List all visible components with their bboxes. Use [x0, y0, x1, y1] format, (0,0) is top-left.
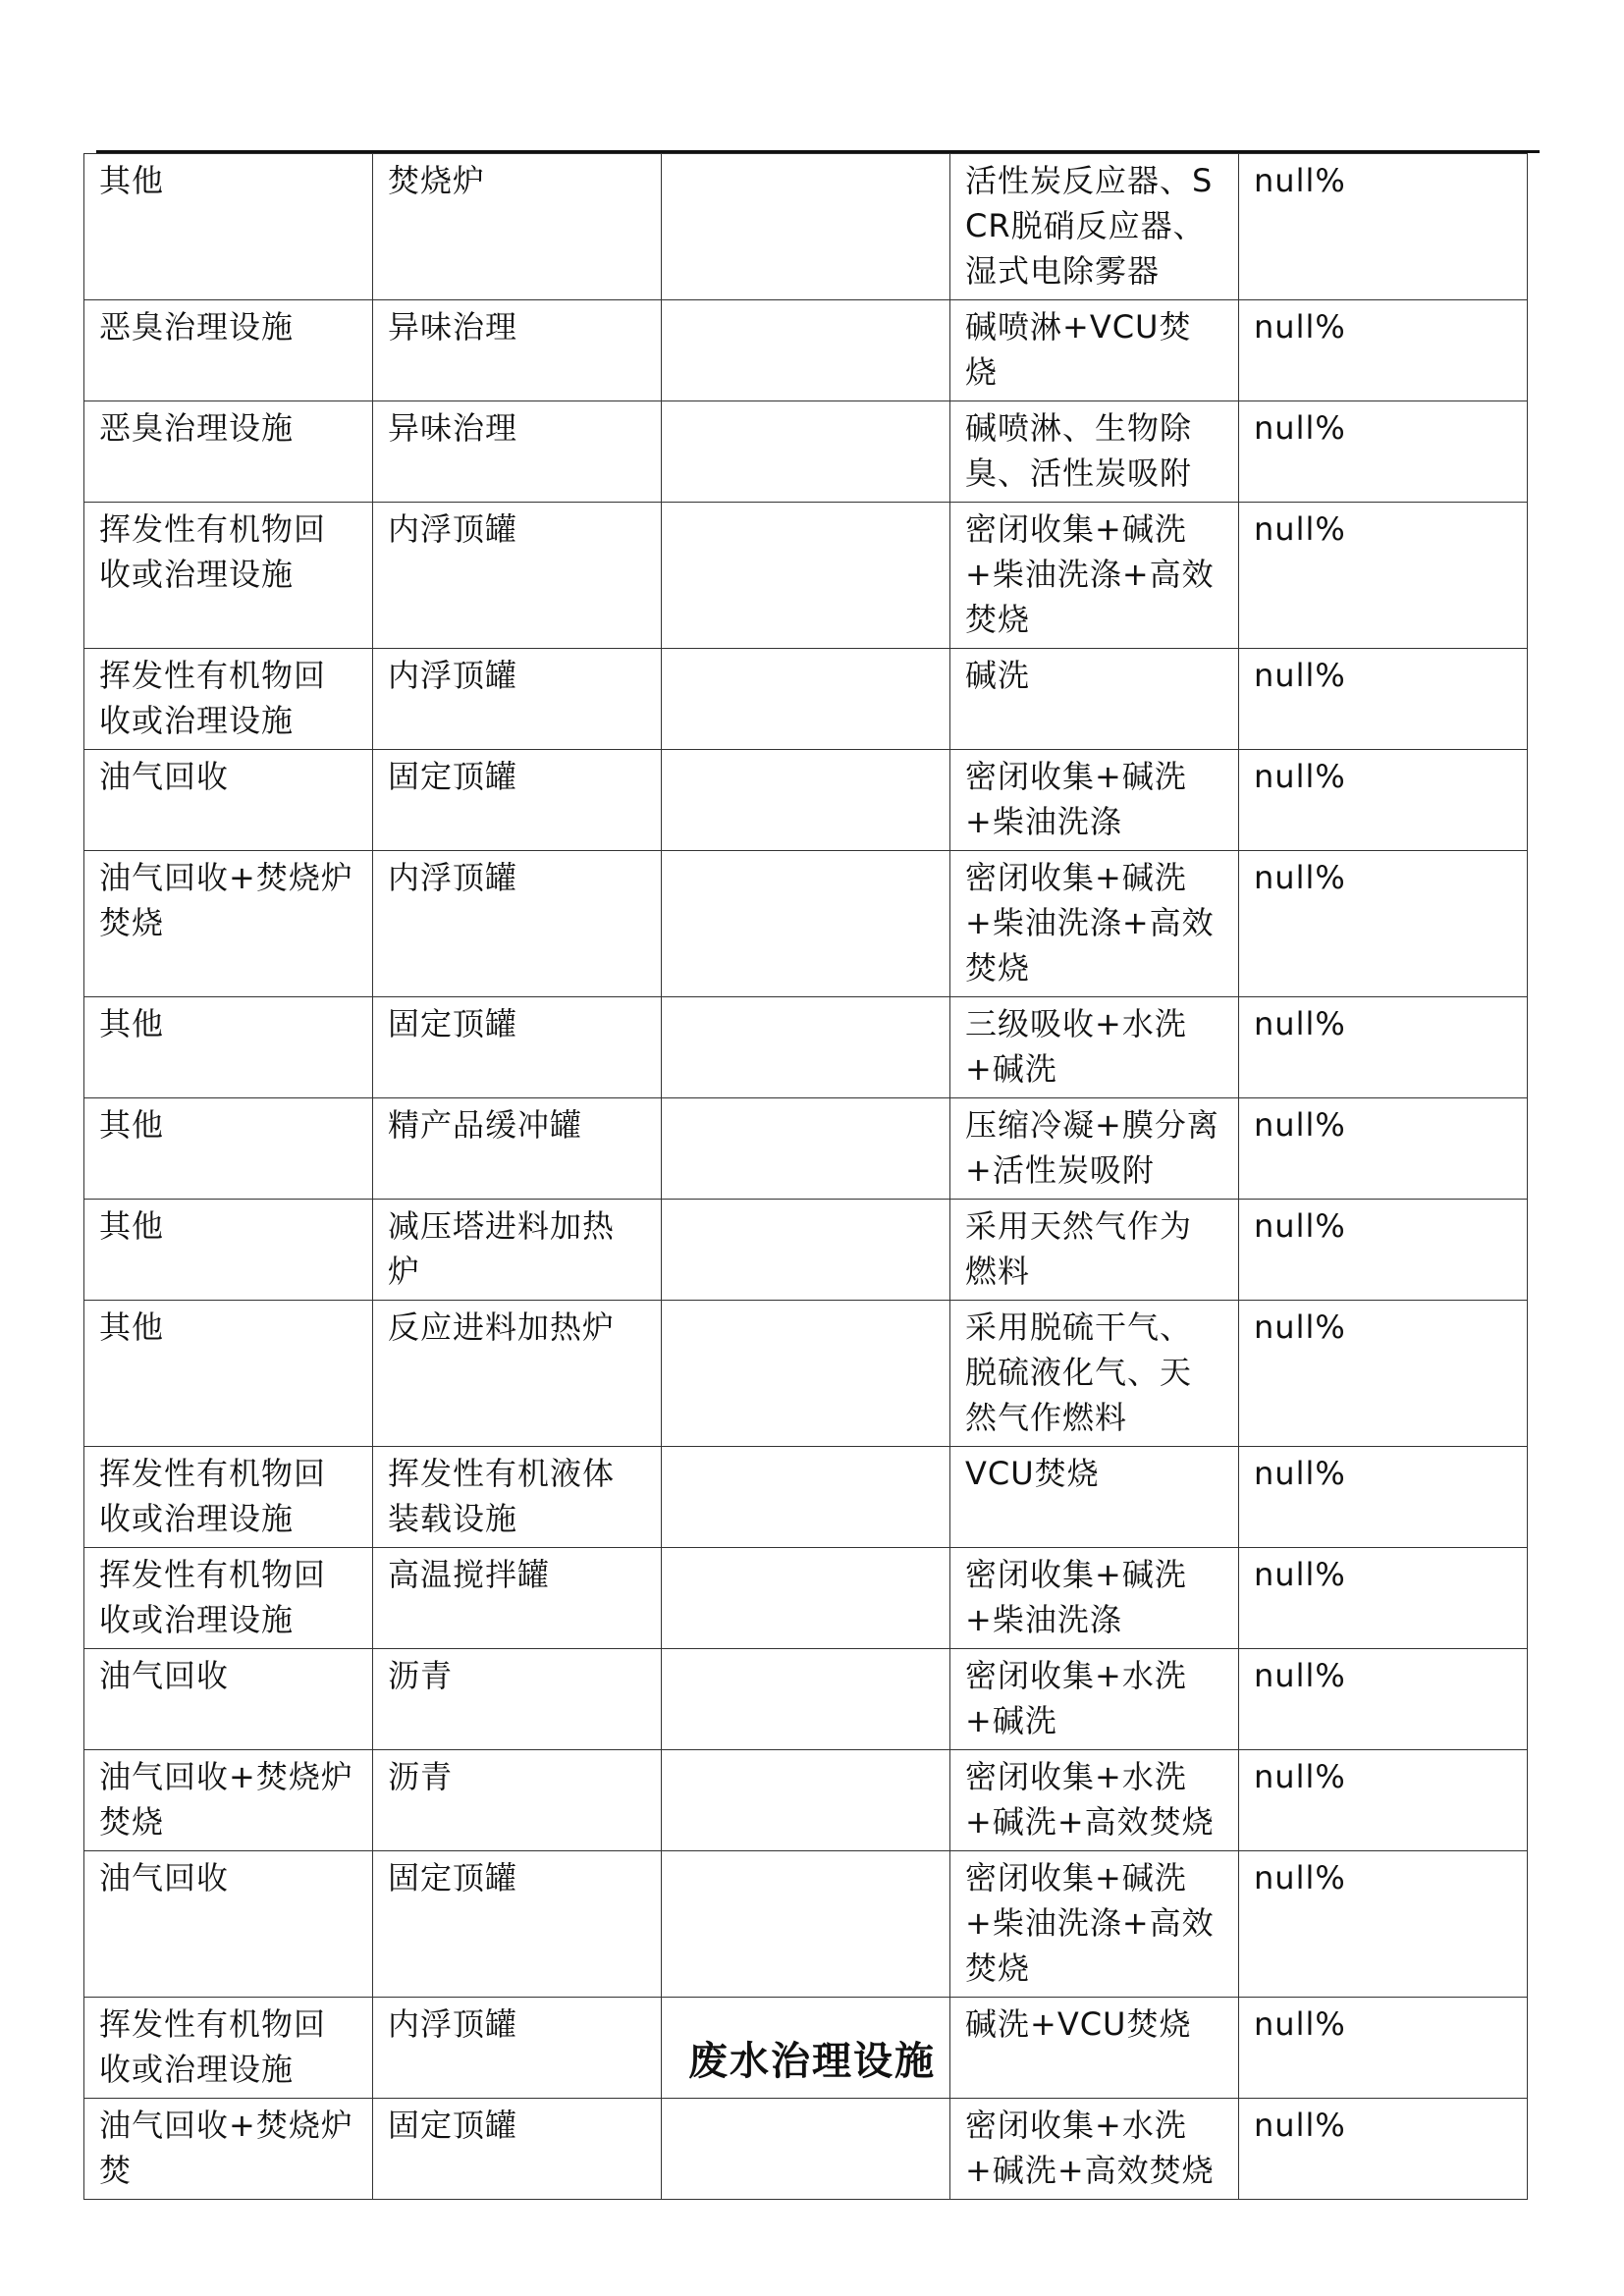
type-cell: 挥发性有机物回收或治理设施 [84, 503, 373, 649]
object-cell: 减压塔进料加热炉 [373, 1200, 662, 1301]
table-row [84, 300, 1528, 401]
efficiency-cell: null% [1239, 1548, 1528, 1649]
extra-cell [662, 1301, 950, 1447]
type-cell: 其他 [84, 154, 373, 300]
process-cell: 碱喷淋、生物除臭、活性炭吸附 [950, 401, 1239, 503]
efficiency-cell: null% [1239, 1649, 1528, 1750]
type-cell: 挥发性有机物回收或治理设施 [84, 1548, 373, 1649]
extra-cell [662, 851, 950, 997]
extra-cell [662, 2099, 950, 2200]
object-cell: 内浮顶罐 [373, 503, 662, 649]
process-cell: VCU焚烧 [950, 1447, 1239, 1548]
process-cell: 密闭收集+碱洗+柴油洗涤+高效焚烧 [950, 503, 1239, 649]
object-cell: 固定顶罐 [373, 997, 662, 1098]
type-cell: 油气回收+焚烧炉焚烧 [84, 1750, 373, 1851]
extra-cell [662, 401, 950, 503]
object-cell: 固定顶罐 [373, 750, 662, 851]
type-cell: 油气回收 [84, 750, 373, 851]
table-row [84, 1649, 1528, 1750]
object-cell: 挥发性有机液体装载设施 [373, 1447, 662, 1548]
process-cell: 压缩冷凝+膜分离+活性炭吸附 [950, 1098, 1239, 1200]
type-cell: 挥发性有机物回收或治理设施 [84, 1998, 373, 2099]
efficiency-cell: null% [1239, 851, 1528, 997]
type-cell: 油气回收+焚烧炉焚烧 [84, 851, 373, 997]
efficiency-cell: null% [1239, 649, 1528, 750]
process-cell: 采用天然气作为燃料 [950, 1200, 1239, 1301]
efficiency-cell: null% [1239, 2099, 1528, 2200]
object-cell: 异味治理 [373, 401, 662, 503]
table-row [84, 154, 1528, 300]
efficiency-cell: null% [1239, 503, 1528, 649]
process-cell: 密闭收集+水洗+碱洗 [950, 1649, 1239, 1750]
table-row [84, 1750, 1528, 1851]
table-row [84, 1548, 1528, 1649]
type-cell: 其他 [84, 1200, 373, 1301]
extra-cell [662, 1750, 950, 1851]
type-cell: 油气回收 [84, 1851, 373, 1998]
efficiency-cell: null% [1239, 154, 1528, 300]
process-cell: 碱喷淋+VCU焚烧 [950, 300, 1239, 401]
type-cell: 油气回收 [84, 1649, 373, 1750]
process-cell: 密闭收集+水洗+碱洗+高效焚烧 [950, 2099, 1239, 2200]
object-cell: 精产品缓冲罐 [373, 1098, 662, 1200]
extra-cell [662, 1548, 950, 1649]
efficiency-cell: null% [1239, 750, 1528, 851]
type-cell: 恶臭治理设施 [84, 300, 373, 401]
table-row [84, 503, 1528, 649]
efficiency-cell: null% [1239, 1998, 1528, 2099]
section-title: 废水治理设施 [688, 2038, 936, 2084]
extra-cell [662, 503, 950, 649]
type-cell: 其他 [84, 997, 373, 1098]
object-cell: 焚烧炉 [373, 154, 662, 300]
extra-cell [662, 1200, 950, 1301]
object-cell: 固定顶罐 [373, 1851, 662, 1998]
efficiency-cell: null% [1239, 1098, 1528, 1200]
type-cell: 其他 [84, 1301, 373, 1447]
table-row [84, 649, 1528, 750]
extra-cell [662, 1851, 950, 1998]
table-row [84, 1098, 1528, 1200]
process-cell: 密闭收集+碱洗+柴油洗涤+高效焚烧 [950, 851, 1239, 997]
object-cell: 沥青 [373, 1750, 662, 1851]
type-cell: 挥发性有机物回收或治理设施 [84, 649, 373, 750]
table-row [84, 1851, 1528, 1998]
type-cell: 恶臭治理设施 [84, 401, 373, 503]
type-cell: 其他 [84, 1098, 373, 1200]
efficiency-cell: null% [1239, 997, 1528, 1098]
process-cell: 碱洗+VCU焚烧 [950, 1998, 1239, 2099]
process-cell: 密闭收集+碱洗+柴油洗涤+高效焚烧 [950, 1851, 1239, 1998]
table-row [84, 401, 1528, 503]
object-cell: 内浮顶罐 [373, 851, 662, 997]
object-cell: 异味治理 [373, 300, 662, 401]
efficiency-cell: null% [1239, 1301, 1528, 1447]
efficiency-cell: null% [1239, 1851, 1528, 1998]
table-row [84, 997, 1528, 1098]
extra-cell [662, 750, 950, 851]
type-cell: 油气回收+焚烧炉焚 [84, 2099, 373, 2200]
efficiency-cell: null% [1239, 1750, 1528, 1851]
table-row [84, 1200, 1528, 1301]
facility-table-body [84, 154, 1528, 2200]
object-cell: 沥青 [373, 1649, 662, 1750]
table-row [84, 2099, 1528, 2200]
process-cell: 密闭收集+水洗+碱洗+高效焚烧 [950, 1750, 1239, 1851]
facility-table [83, 153, 1528, 2200]
extra-cell [662, 154, 950, 300]
table-row [84, 1447, 1528, 1548]
object-cell: 高温搅拌罐 [373, 1548, 662, 1649]
type-cell: 挥发性有机物回收或治理设施 [84, 1447, 373, 1548]
table-row [84, 851, 1528, 997]
object-cell: 反应进料加热炉 [373, 1301, 662, 1447]
extra-cell [662, 300, 950, 401]
process-cell: 采用脱硫干气、脱硫液化气、天然气作燃料 [950, 1301, 1239, 1447]
table-row [84, 750, 1528, 851]
process-cell: 活性炭反应器、SCR脱硝反应器、湿式电除雾器 [950, 154, 1239, 300]
efficiency-cell: null% [1239, 1447, 1528, 1548]
extra-cell [662, 997, 950, 1098]
extra-cell [662, 649, 950, 750]
extra-cell [662, 1649, 950, 1750]
process-cell: 密闭收集+碱洗+柴油洗涤 [950, 750, 1239, 851]
efficiency-cell: null% [1239, 1200, 1528, 1301]
extra-cell [662, 1447, 950, 1548]
object-cell: 内浮顶罐 [373, 649, 662, 750]
table-row [84, 1301, 1528, 1447]
efficiency-cell: null% [1239, 300, 1528, 401]
efficiency-cell: null% [1239, 401, 1528, 503]
process-cell: 密闭收集+碱洗+柴油洗涤 [950, 1548, 1239, 1649]
process-cell: 碱洗 [950, 649, 1239, 750]
object-cell: 内浮顶罐 [373, 1998, 662, 2099]
process-cell: 三级吸收+水洗+碱洗 [950, 997, 1239, 1098]
object-cell: 固定顶罐 [373, 2099, 662, 2200]
extra-cell [662, 1098, 950, 1200]
